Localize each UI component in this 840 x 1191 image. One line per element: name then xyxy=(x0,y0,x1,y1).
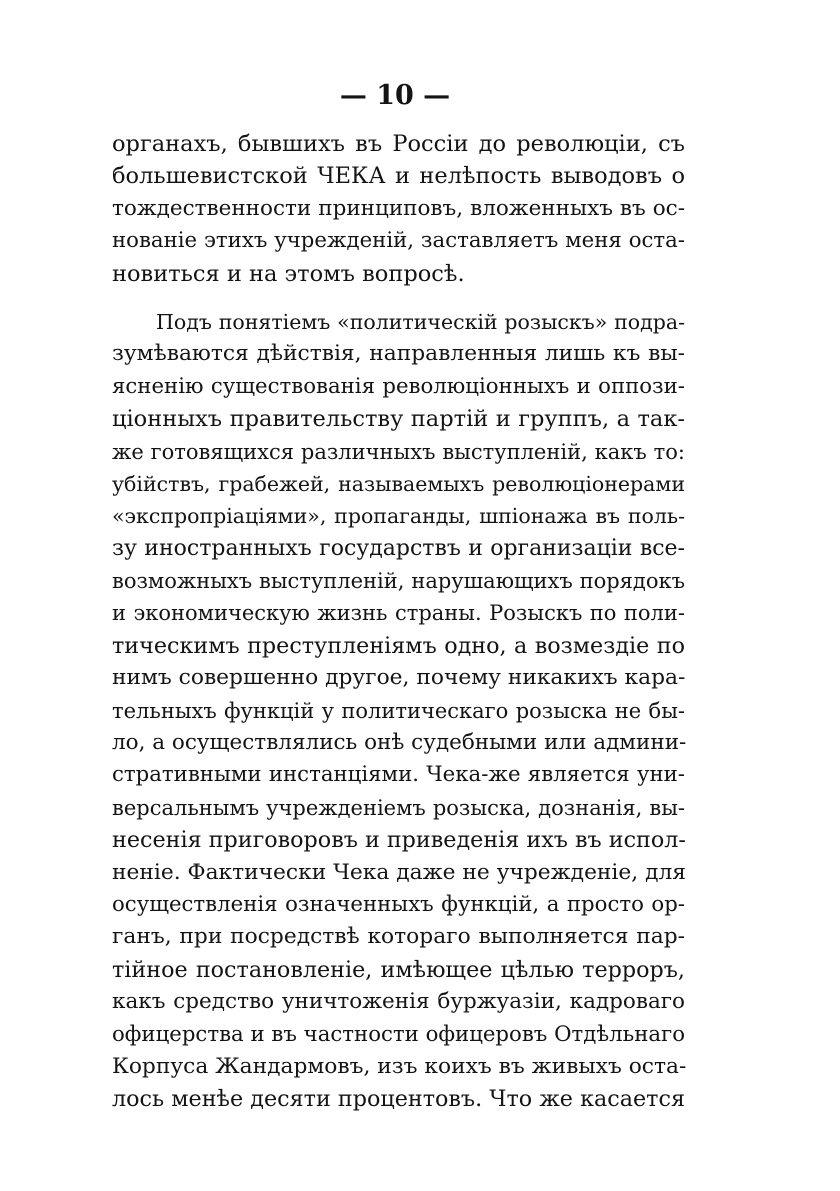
text-line: какъ средство уничтоженія буржуазіи, кадроваго xyxy=(112,989,685,1015)
text-line: ганъ, при посредствѣ котораго выполняется пар- xyxy=(112,924,685,950)
text-line: офицерства и въ частности офицеровъ Отдѣльнаго xyxy=(112,1021,685,1047)
text-line: неніе. Фактически Чека даже не учрежденіе, для xyxy=(112,859,687,885)
text-line: большевистской ЧЕКА и нелѣпость выводовъ о xyxy=(112,163,685,190)
page-number: — 10 — xyxy=(339,80,451,111)
text-line: версальнымъ учрежденіемъ розыска, дознанія, вы- xyxy=(112,795,685,820)
text-line: «экспропріаціями», пропаганды, шпіонажа въ поль- xyxy=(112,504,685,529)
text-line: убійствъ, грабежей, называемыхъ революціонерами xyxy=(112,471,685,496)
text-line: Подъ понятіемъ «политическій розыскъ» подра- xyxy=(156,309,685,334)
text-line: нимъ совершенно другое, почему никакихъ кара- xyxy=(112,665,686,691)
text-line: зумѣваются дѣйствія, направленныя лишь къ вы- xyxy=(112,341,685,367)
text-line: же готовящихся различныхъ выступленій, какъ то: xyxy=(112,439,685,464)
text-line: лось менѣе десяти процентовъ. Что же касается xyxy=(112,1086,685,1113)
text-line: тождественности принциповъ, вложенныхъ въ ос- xyxy=(112,195,685,221)
text-line: нованіе этихъ учрежденій, заставляетъ меня оста- xyxy=(112,228,685,254)
text-line: ясненію существованія революціонныхъ и оппози- xyxy=(112,373,685,399)
text-line: ціонныхъ правительству партій и группъ, а так- xyxy=(112,406,685,433)
text-line: осуществленія означенныхъ функцій, а просто ор- xyxy=(112,891,685,917)
text-line: возможныхъ выступленій, нарушающихъ порядокъ xyxy=(112,569,685,594)
text-line: и экономическую жизнь страны. Розыскъ по поли- xyxy=(112,601,685,626)
text-line: тельныхъ функцій у политическаго розыска не бы- xyxy=(112,698,685,723)
paragraph-gap xyxy=(112,290,685,306)
text-line: несенія приговоровъ и приведенія ихъ въ испол- xyxy=(112,827,686,854)
text-line: новиться и на этомъ вопросѣ. xyxy=(112,260,465,287)
text-line: тійное постановленіе, имѣющее цѣлью терроръ, xyxy=(112,956,685,983)
text-line: стративными инстанціями. Чека-же является уни- xyxy=(112,762,685,788)
text-line: органахъ, бывшихъ въ Россіи до революціи, съ xyxy=(112,131,685,157)
body-text xyxy=(112,128,685,1116)
text-line: тическимъ преступленіямъ одно, а возмездіе по xyxy=(112,632,685,659)
text-line: зу иностранныхъ государствъ и организаціи все- xyxy=(112,535,685,561)
text-line: ло, а осуществлялись онѣ судебными или админи- xyxy=(112,730,687,756)
text-line: Корпуса Жандармовъ, изъ коихъ въ живыхъ оста- xyxy=(112,1053,687,1079)
